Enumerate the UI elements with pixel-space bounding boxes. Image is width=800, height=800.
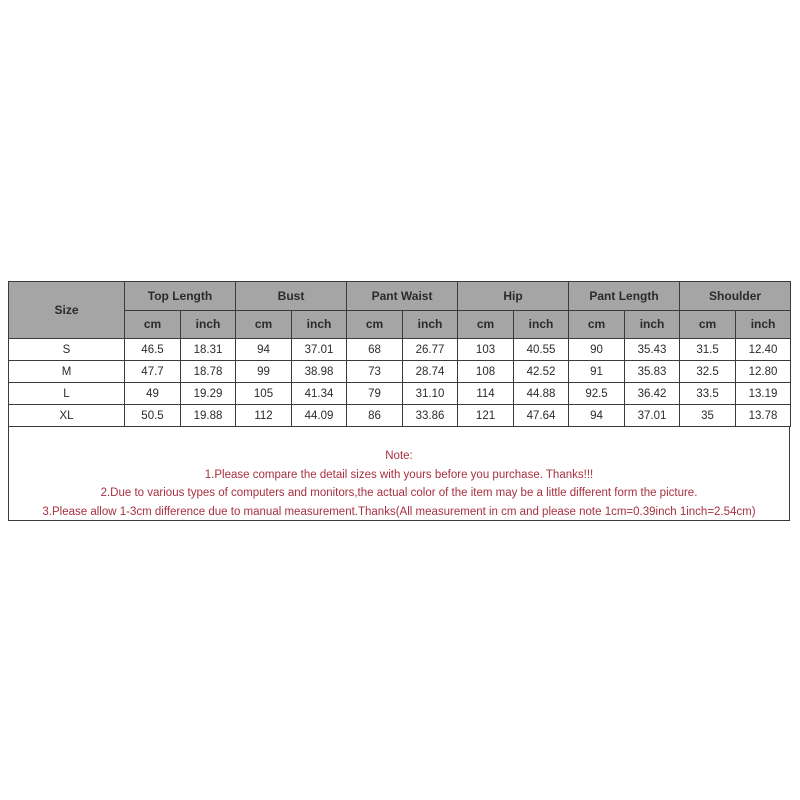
unit-header-inch: inch xyxy=(292,310,347,339)
value-cell: 47.64 xyxy=(514,405,569,427)
size-table xyxy=(8,281,791,427)
unit-header-cm: cm xyxy=(569,310,625,339)
value-cell: 35.83 xyxy=(625,361,680,383)
value-cell: 121 xyxy=(458,405,514,427)
size-cell: S xyxy=(9,339,125,361)
unit-header-cm: cm xyxy=(236,310,292,339)
size-chart xyxy=(8,281,790,521)
value-cell: 28.74 xyxy=(403,361,458,383)
unit-header-inch: inch xyxy=(181,310,236,339)
value-cell: 90 xyxy=(569,339,625,361)
measure-header-hip: Hip xyxy=(458,282,569,311)
note-line-3: 3.Please allow 1-3cm difference due to manual measurement.Thanks(All measurement in cm and please note 1cm=0.39inch 1inch=2.54cm) xyxy=(42,505,756,518)
value-cell: 31.10 xyxy=(403,383,458,405)
value-cell: 37.01 xyxy=(625,405,680,427)
value-cell: 79 xyxy=(347,383,403,405)
value-cell: 19.29 xyxy=(181,383,236,405)
size-column-header: Size xyxy=(9,282,125,339)
value-cell: 103 xyxy=(458,339,514,361)
value-cell: 91 xyxy=(569,361,625,383)
measure-header-bust: Bust xyxy=(236,282,347,311)
table-header-row xyxy=(9,282,791,311)
value-cell: 41.34 xyxy=(292,383,347,405)
measure-header-top-length: Top Length xyxy=(125,282,236,311)
value-cell: 35.43 xyxy=(625,339,680,361)
value-cell: 114 xyxy=(458,383,514,405)
value-cell: 37.01 xyxy=(292,339,347,361)
value-cell: 105 xyxy=(236,383,292,405)
value-cell: 33.5 xyxy=(680,383,736,405)
value-cell: 68 xyxy=(347,339,403,361)
value-cell: 31.5 xyxy=(680,339,736,361)
table-row xyxy=(9,383,791,405)
measure-header-pant-waist: Pant Waist xyxy=(347,282,458,311)
unit-header-inch: inch xyxy=(403,310,458,339)
measure-header-shoulder: Shoulder xyxy=(680,282,791,311)
value-cell: 44.88 xyxy=(514,383,569,405)
unit-header-inch: inch xyxy=(514,310,569,339)
value-cell: 92.5 xyxy=(569,383,625,405)
note-title: Note: xyxy=(385,450,413,462)
unit-header-inch: inch xyxy=(625,310,680,339)
value-cell: 50.5 xyxy=(125,405,181,427)
value-cell: 33.86 xyxy=(403,405,458,427)
measure-header-pant-length: Pant Length xyxy=(569,282,680,311)
value-cell: 47.7 xyxy=(125,361,181,383)
value-cell: 35 xyxy=(680,405,736,427)
value-cell: 94 xyxy=(569,405,625,427)
value-cell: 38.98 xyxy=(292,361,347,383)
value-cell: 18.78 xyxy=(181,361,236,383)
value-cell: 13.78 xyxy=(736,405,791,427)
unit-header-cm: cm xyxy=(680,310,736,339)
table-row xyxy=(9,361,791,383)
unit-header-cm: cm xyxy=(347,310,403,339)
value-cell: 19.88 xyxy=(181,405,236,427)
value-cell: 12.80 xyxy=(736,361,791,383)
value-cell: 108 xyxy=(458,361,514,383)
value-cell: 18.31 xyxy=(181,339,236,361)
note-box xyxy=(8,427,790,521)
value-cell: 44.09 xyxy=(292,405,347,427)
unit-header-inch: inch xyxy=(736,310,791,339)
value-cell: 46.5 xyxy=(125,339,181,361)
value-cell: 26.77 xyxy=(403,339,458,361)
table-row xyxy=(9,405,791,427)
value-cell: 73 xyxy=(347,361,403,383)
unit-header-cm: cm xyxy=(458,310,514,339)
unit-header-cm: cm xyxy=(125,310,181,339)
value-cell: 94 xyxy=(236,339,292,361)
size-cell: M xyxy=(9,361,125,383)
value-cell: 42.52 xyxy=(514,361,569,383)
value-cell: 36.42 xyxy=(625,383,680,405)
value-cell: 32.5 xyxy=(680,361,736,383)
size-cell: L xyxy=(9,383,125,405)
value-cell: 40.55 xyxy=(514,339,569,361)
value-cell: 13.19 xyxy=(736,383,791,405)
note-line-2: 2.Due to various types of computers and monitors,the actual color of the item may be a little different form the picture. xyxy=(100,487,698,499)
value-cell: 12.40 xyxy=(736,339,791,361)
value-cell: 112 xyxy=(236,405,292,427)
size-cell: XL xyxy=(9,405,125,427)
unit-header-row xyxy=(9,310,791,339)
table-row xyxy=(9,339,791,361)
note-line-1: 1.Please compare the detail sizes with yours before you purchase. Thanks!!! xyxy=(204,468,594,481)
value-cell: 49 xyxy=(125,383,181,405)
value-cell: 99 xyxy=(236,361,292,383)
value-cell: 86 xyxy=(347,405,403,427)
